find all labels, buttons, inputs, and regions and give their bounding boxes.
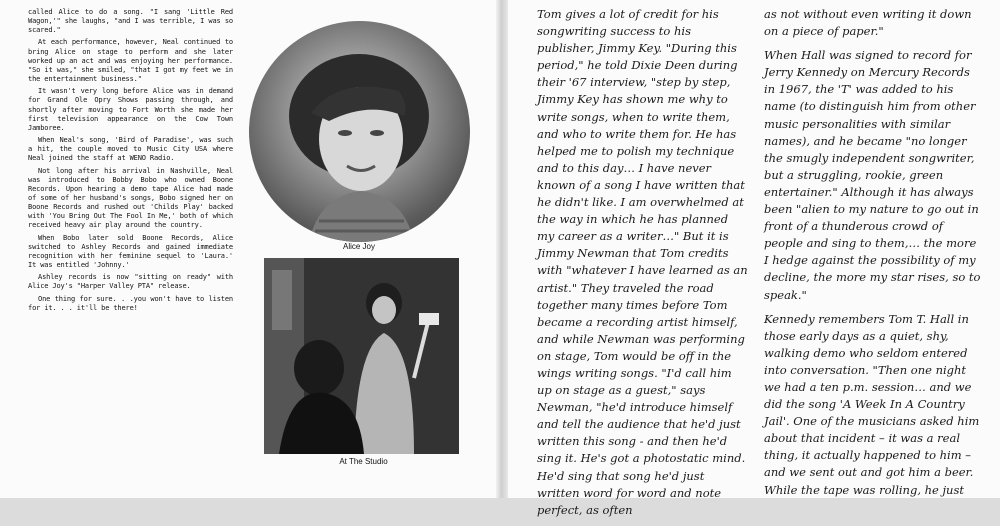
left-paragraph: At each performance, however, Neal continued to bring Alice on stage to perform and she later worked up an act and was enjoying her performance. "So it was," she smiled, "that I got my feet we in the entertainment business." (28, 38, 233, 84)
left-paragraph: Ashley records is now "sitting on ready" with Alice Joy's "Harper Valley PTA" release. (28, 273, 233, 291)
portrait-photo (249, 21, 470, 242)
left-article-column (28, 8, 233, 316)
left-paragraph: Not long after his arrival in Nashville, Neal was introduced to Bobby Bobo who owned Boone Records. Upon hearing a demo tape Alice had made of some of her husband's songs, Bobo signed her on Boone Records and rushed out 'Childs Play' backed with 'You Bring Out The Fool In Me,' both of which received heavy air play around the country. (28, 166, 233, 230)
studio-photo (264, 258, 459, 454)
studio-illustration (264, 258, 459, 454)
book-gutter (496, 0, 508, 498)
right-paragraph: Kennedy remembers Tom T. Hall in those early days as a quiet, shy, walking demo who seldom entered into conversation. "Then one night we had a ten p.m. session… and we did the song 'A Week In A Country Jail'. One of the musicians asked him about that incident – it was a real thing, it actually happened to him – and we sent out and got him a beer. While the tape was rolling, he just (764, 311, 980, 497)
portrait-illustration (249, 21, 470, 242)
photo-caption-studio: At The Studio (339, 457, 388, 466)
photo-caption-alice-joy: Alice Joy (342, 242, 375, 251)
left-paragraph: called Alice to do a song. "I sang 'Little Red Wagon,'" she laughs, "and I was terrible, I was so scared." (28, 8, 233, 35)
right-paragraph: Tom gives a lot of credit for his songwriting success to his publisher, Jimmy Key. "During this period," he told Dixie Deen during their '67 interview, "step by step, Jimmy Key has shown me why to write songs, when to write them, and who to write them for. He has helped me to polish my technique and to this day… I have never known of a song I have written that he didn't like. I am overwhelmed at the way in which he has planned my career as a writer…" But it is Jimmy Newman that Tom credits with "whatever I have learned as an artist." They traveled the road together many times before Tom became a recording artist himself, and while Newman was performing on stage, Tom would be off in the wings writing songs. "I'd call him up on stage as a guest," says Newman, "he'd introduce himself and tell the audience that he'd just written this song - and then he'd sing it. He's got a photostatic mind. He'd sing that song he'd just written word for word and note perfect, as often (537, 7, 748, 517)
right-paragraph: as not without even writing it down on a piece of paper." (764, 7, 972, 39)
left-paragraph: When Bobo later sold Boone Records, Alice switched to Ashley Records and gained immediate recognition with her feminine sequel to 'Laura.' It was entitled 'Johnny.' (28, 233, 233, 270)
right-article-column-1 (537, 6, 749, 526)
left-paragraph: When Neal's song, 'Bird of Paradise', was such a hit, the couple moved to Music City USA where Neal joined the staff at WENO Radio. (28, 136, 233, 163)
right-paragraph: When Hall was signed to record for Jerry Kennedy on Mercury Records in 1967, the 'T' was added to his name (to distinguish him from other music personalities with similar names), and he became "no longer the smugly independent songwriter, but a struggling, rookie, green entertainer." Although it has always been "alien to my nature to go out in front of a thunderous crowd of people and sing to them,… the more I hedge against the possibility of my decline, the more my star rises, so to speak." (764, 48, 981, 302)
left-paragraph: One thing for sure. . .you won't have to listen for it. . . it'll be there! (28, 294, 233, 312)
left-paragraph: It wasn't very long before Alice was in demand for Grand Ole Opry Shows passing through, and shortly after moving to Fort Worth she made her first television appearance on the Cow Town Jamboree. (28, 87, 233, 132)
right-article-column-2 (764, 6, 984, 506)
